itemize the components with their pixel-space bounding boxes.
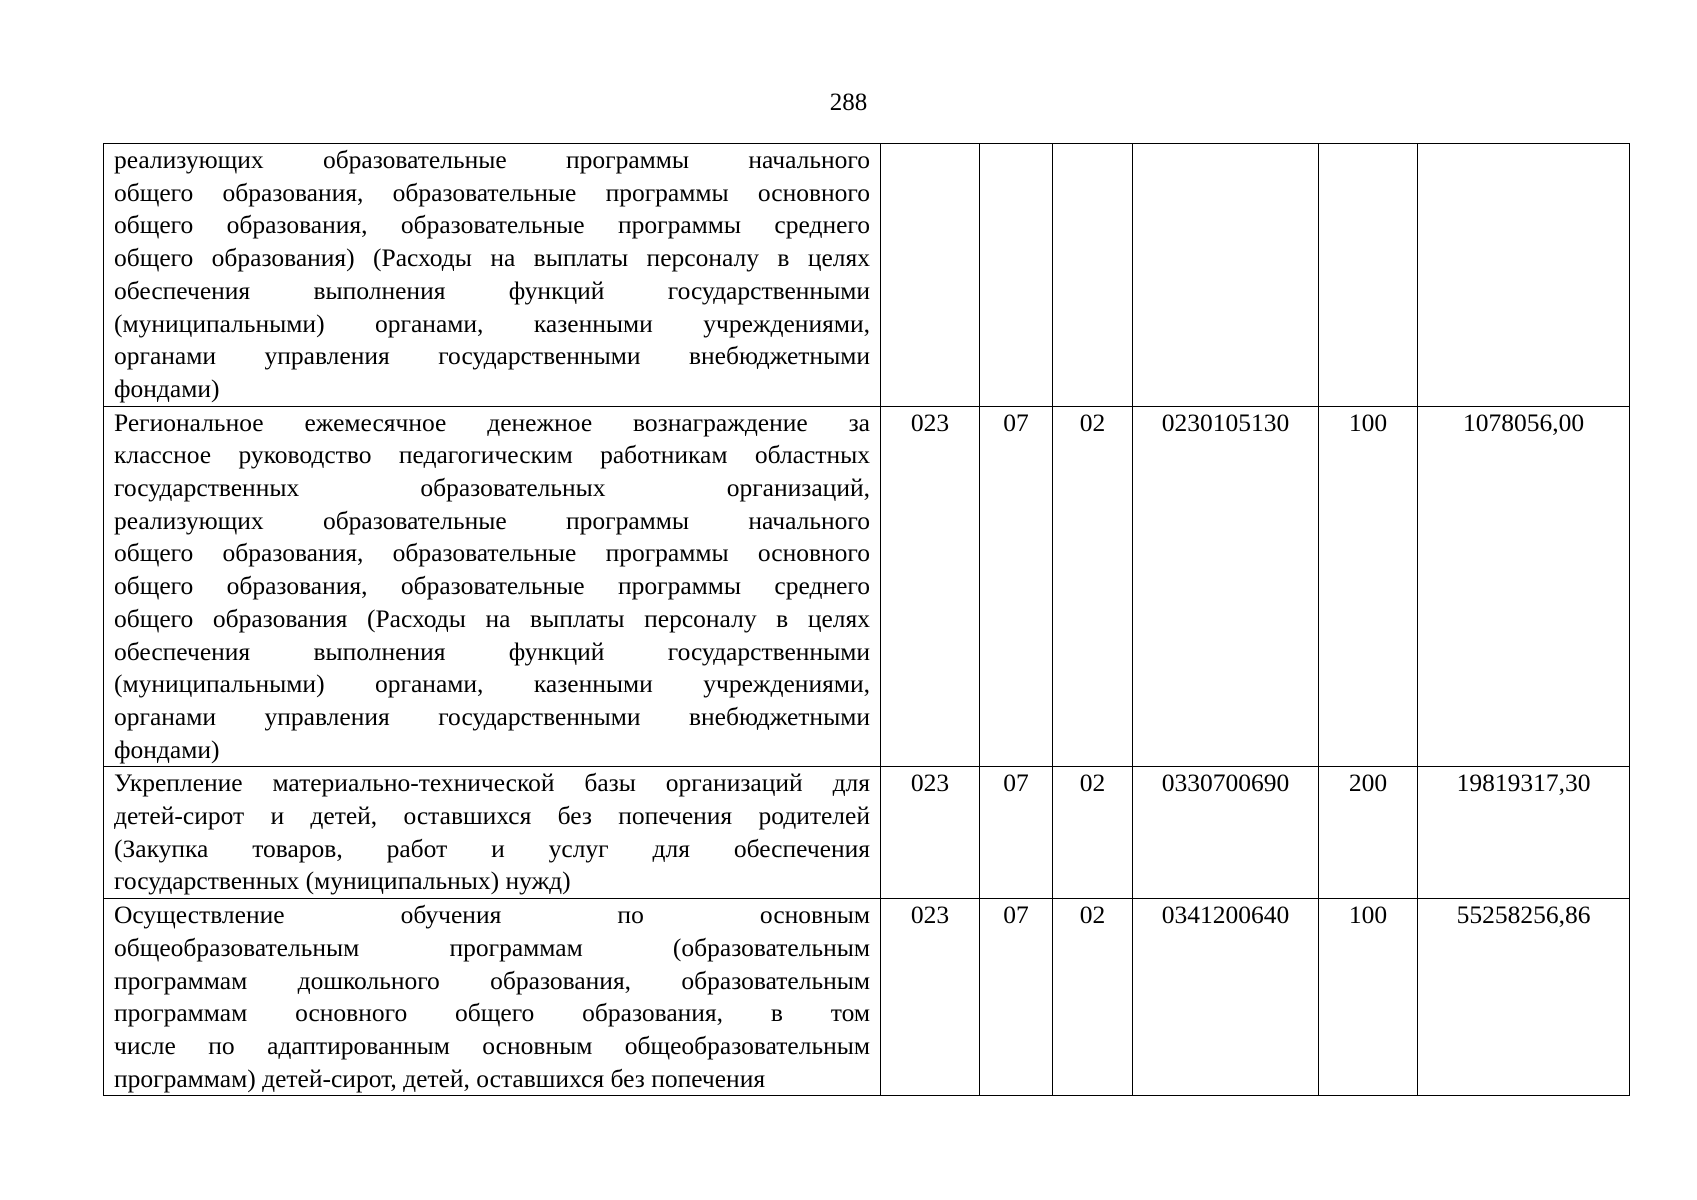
description-line: общего образования, образовательные программы среднего [114, 210, 870, 240]
description-line: Укрепление материально-технической базы организаций для [114, 768, 870, 798]
description-line: общего образования (Расходы на выплаты персоналу в целях [114, 603, 870, 633]
description-line: общего образования, образовательные программы среднего [114, 571, 870, 601]
section-code-cell: 07 [980, 406, 1053, 767]
expense-type-cell: 100 [1319, 406, 1418, 767]
description-line: реализующих образовательные программы начального [114, 145, 870, 174]
description-line: (Закупка товаров, работ и услуг для обеспечения [114, 833, 870, 863]
description-cell [104, 899, 881, 1096]
table-body [104, 144, 1630, 1096]
expense-type-cell: 100 [1319, 899, 1418, 1096]
description-line: реализующих образовательные программы начального [114, 505, 870, 535]
description-line: общего образования, образовательные программы основного [114, 177, 870, 207]
target-article-cell [1133, 144, 1319, 407]
target-article-cell: 0230105130 [1133, 406, 1319, 767]
description-line: Осуществление обучения по основным [114, 900, 870, 930]
description-line: (муниципальными) органами, казенными учреждениями, [114, 308, 870, 338]
amount-cell: 55258256,86 [1418, 899, 1630, 1096]
subsection-code-cell [1053, 144, 1133, 407]
expense-type-cell: 200 [1319, 767, 1418, 899]
description-line: общеобразовательным программам (образовательным [114, 932, 870, 962]
section-code-cell: 07 [980, 767, 1053, 899]
table-row [104, 144, 1630, 407]
description-text [114, 899, 870, 1095]
table-row [104, 899, 1630, 1096]
page-number: 288 [829, 89, 868, 116]
description-line: Региональное ежемесячное денежное вознаграждение за [114, 407, 870, 437]
description-line: общего образования) (Расходы на выплаты персоналу в целях [114, 243, 870, 273]
description-cell [104, 767, 881, 899]
budget-table [103, 143, 1630, 1096]
description-line: (муниципальными) органами, казенными учреждениями, [114, 669, 870, 699]
ministry-code-cell [881, 144, 980, 407]
description-text [114, 144, 870, 406]
description-line: общего образования, образовательные программы основного [114, 538, 870, 568]
description-cell [104, 144, 881, 407]
amount-cell: 19819317,30 [1418, 767, 1630, 899]
description-line: обеспечения выполнения функций государственными [114, 275, 870, 305]
description-line: детей-сирот и детей, оставшихся без попечения родителей [114, 801, 870, 831]
description-line: программам дошкольного образования, образовательным [114, 965, 870, 995]
subsection-code-cell: 02 [1053, 767, 1133, 899]
subsection-code-cell: 02 [1053, 899, 1133, 1096]
amount-cell [1418, 144, 1630, 407]
description-text [114, 767, 870, 898]
description-cell [104, 406, 881, 767]
description-line: органами управления государственными внебюджетными [114, 341, 870, 371]
target-article-cell: 0330700690 [1133, 767, 1319, 899]
amount-cell: 1078056,00 [1418, 406, 1630, 767]
description-line: программам) детей-сирот, детей, оставшихся без попечения [114, 1063, 766, 1093]
ministry-code-cell: 023 [881, 767, 980, 899]
description-line: фондами) [114, 373, 220, 403]
ministry-code-cell: 023 [881, 899, 980, 1096]
section-code-cell: 07 [980, 899, 1053, 1096]
ministry-code-cell: 023 [881, 406, 980, 767]
description-line: органами управления государственными внебюджетными [114, 701, 870, 731]
description-line: числе по адаптированным основным общеобразовательным [114, 1030, 870, 1060]
description-line: государственных образовательных организаций, [114, 473, 870, 503]
description-line: классное руководство педагогическим работникам областных [114, 440, 870, 470]
description-line: фондами) [114, 734, 220, 764]
section-code-cell [980, 144, 1053, 407]
table-row [104, 767, 1630, 899]
description-text [114, 407, 870, 767]
target-article-cell: 0341200640 [1133, 899, 1319, 1096]
description-line: государственных (муниципальных) нужд) [114, 866, 571, 896]
table-row [104, 406, 1630, 767]
description-line: программам основного общего образования, в том [114, 998, 870, 1028]
expense-type-cell [1319, 144, 1418, 407]
description-line: обеспечения выполнения функций государственными [114, 636, 870, 666]
subsection-code-cell: 02 [1053, 406, 1133, 767]
